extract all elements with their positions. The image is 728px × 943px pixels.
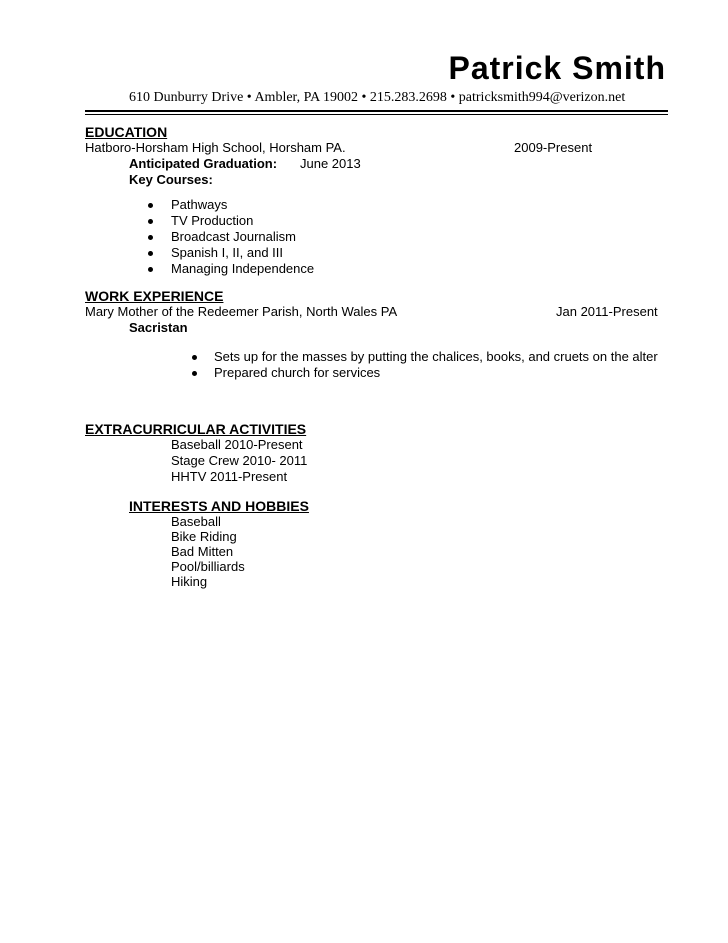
list-item: Spanish I, II, and III [171,245,284,260]
bullet-icon [192,355,197,360]
list-item: Pool/billiards [171,559,245,574]
education-school: Hatboro-Horsham High School, Horsham PA. [85,140,346,155]
work-employer: Mary Mother of the Redeemer Parish, North Wales PA [85,304,398,319]
header-rule-thick [85,110,668,112]
list-item: HHTV 2011-Present [171,469,288,484]
education-heading: EDUCATION [85,124,168,140]
education-dates: 2009-Present [514,140,593,155]
graduation-value: June 2013 [300,156,361,171]
list-item: Managing Independence [171,261,315,276]
bullet-icon [148,219,153,224]
list-item: Bad Mitten [171,544,234,559]
contact-line: 610 Dunburry Drive • Ambler, PA 19002 • 215.283.2698 • patricksmith994@verizon.net [129,90,626,105]
work-heading: WORK EXPERIENCE [85,288,224,304]
courses-label: Key Courses: [129,172,213,187]
bullet-icon [192,371,197,376]
list-item: Prepared church for services [214,365,381,380]
list-item: Hiking [171,574,208,589]
work-dates: Jan 2011-Present [556,304,658,319]
list-item: Bike Riding [171,529,237,544]
bullet-icon [148,203,153,208]
list-item: TV Production [171,213,254,228]
list-item: Pathways [171,197,228,212]
list-item: Broadcast Journalism [171,229,296,244]
bullet-icon [148,235,153,240]
list-item: Baseball 2010-Present [171,437,303,452]
graduation-label: Anticipated Graduation: [129,156,278,171]
list-item: Baseball [171,514,221,529]
list-item: Sets up for the masses by putting the chalices, books, and cruets on the alter [214,349,658,364]
interests-heading: INTERESTS AND HOBBIES [129,498,309,514]
list-item: Stage Crew 2010- 2011 [171,453,308,468]
bullet-icon [148,267,153,272]
resume-name: Patrick Smith [448,50,666,86]
bullet-icon [148,251,153,256]
activities-heading: EXTRACURRICULAR ACTIVITIES [85,421,307,437]
work-title: Sacristan [129,320,188,335]
header-rule-thin [85,114,668,115]
